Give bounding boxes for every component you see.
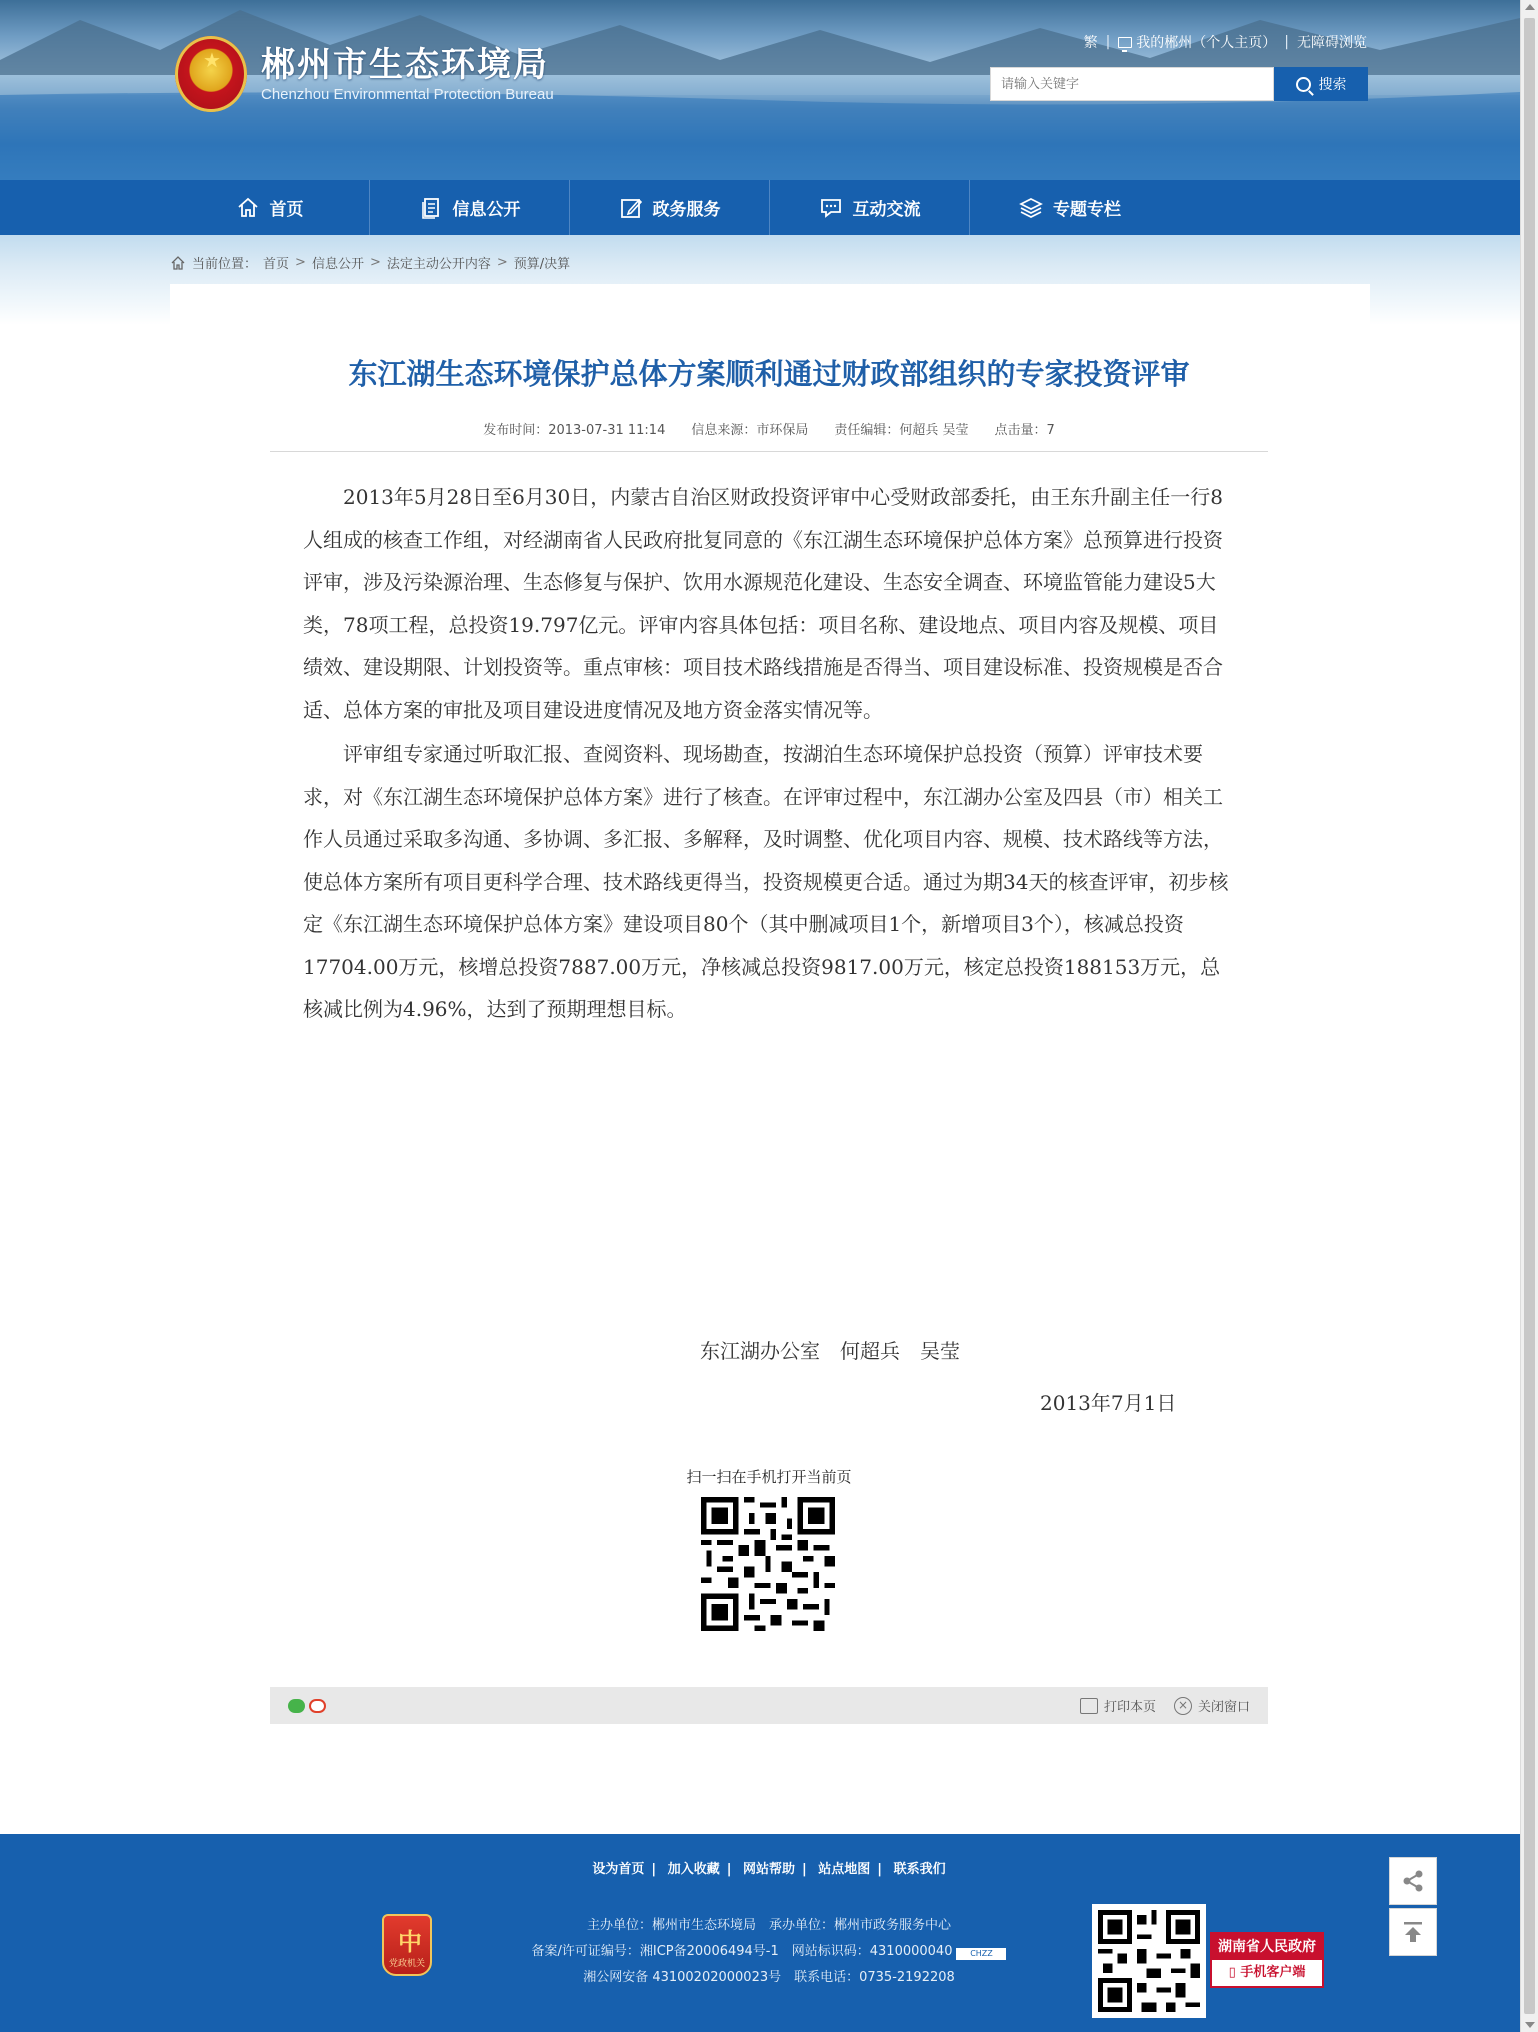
mobile-client-text: 手机客户端 xyxy=(1240,1965,1306,1980)
share-icon xyxy=(1400,1868,1426,1894)
breadcrumb-budget[interactable]: 预算/决算 xyxy=(513,257,571,272)
scroll-up-arrow-icon[interactable] xyxy=(1525,4,1535,10)
search-bar xyxy=(990,67,1368,101)
home-icon xyxy=(170,255,186,271)
scroll-thumb[interactable] xyxy=(1524,18,1535,2014)
traditional-chinese-link[interactable]: 繁 xyxy=(1083,35,1098,51)
article-body xyxy=(303,476,1233,1033)
nav-item-gov-services[interactable] xyxy=(570,180,770,235)
chat-icon xyxy=(819,196,843,220)
breadcrumb-separator: > xyxy=(295,255,306,270)
close-window-button[interactable] xyxy=(1174,1696,1250,1715)
nav-item-info-disclosure[interactable] xyxy=(370,180,570,235)
footer-link-set-home[interactable]: 设为首页 xyxy=(592,1862,645,1877)
badge-emblem-icon: 中 xyxy=(398,1928,422,1956)
qr-code-icon xyxy=(701,1497,835,1631)
info-source: 信息来源：市环保局 xyxy=(691,423,809,438)
nav-item-special-topics[interactable] xyxy=(970,180,1170,235)
site-logo[interactable] xyxy=(175,36,554,112)
footer-link-help[interactable]: 网站帮助 xyxy=(742,1862,795,1877)
nav-label: 首页 xyxy=(269,200,304,220)
my-chenzhou-link[interactable] xyxy=(1118,32,1276,52)
printer-icon xyxy=(1080,1698,1098,1714)
breadcrumb-separator: > xyxy=(496,255,508,270)
footer-police: 湘公网安备 43100202000023号 联系电话：0735-2192208 xyxy=(583,1970,955,1985)
site-name-cn: 郴州市生态环境局 xyxy=(261,45,549,85)
site-name-en: Chenzhou Environmental Protection Bureau xyxy=(261,86,554,103)
article-paragraph: 评审组专家通过听取汇报、查阅资料、现场勘查，按湖泊生态环境保护总投资（预算）评审技术要求，对《东江湖生态环境保护总体方案》进行了核查。在评审过程中，东江湖办公室及四县（市）相关工作人员通过采取多沟通、多协调、多汇报、多解释，及时调整、优化项目内容、规模、技术路线等方法，使总体方案所有项目更科学合理、技术路线更得当，投资规模更合适。通过为期34天的核查评审，初步核定《东江湖生态环境保护总体方案》建设项目80个（其中删减项目1个，新增项目3个），核减总投资17704.00万元，核增总投资7887.00万元，净核减总投资9817.00万元，核定总投资188153万元，总核减比例为4.96%，达到了预期理想目标。 xyxy=(303,742,1229,1021)
nav-item-home[interactable] xyxy=(170,180,370,235)
nav-item-interaction[interactable] xyxy=(770,180,970,235)
footer-link-favorite[interactable]: 加入收藏 xyxy=(667,1862,720,1877)
search-icon xyxy=(1296,77,1311,92)
mobile-client-label xyxy=(1212,1960,1322,1986)
print-label: 打印本页 xyxy=(1103,1700,1156,1715)
editor: 责任编辑：何超兵 吴莹 xyxy=(834,423,969,438)
article-toolbar xyxy=(270,1687,1268,1724)
arrow-up-icon xyxy=(1400,1919,1426,1945)
mobile-phone-icon: ▯ xyxy=(1228,1965,1236,1980)
separator: | xyxy=(1284,34,1289,50)
layers-icon xyxy=(1019,196,1043,220)
footer-qr-code-icon xyxy=(1092,1904,1206,2018)
close-icon: × xyxy=(1174,1697,1192,1715)
scroll-down-arrow-icon[interactable] xyxy=(1525,2022,1535,2028)
breadcrumb-separator: > xyxy=(369,255,381,270)
share-float-button[interactable] xyxy=(1389,1857,1437,1905)
search-button[interactable] xyxy=(1274,67,1368,101)
share-icons xyxy=(288,1699,326,1713)
site-id-badge[interactable]: CHZZ xyxy=(956,1948,1006,1960)
divider xyxy=(270,451,1268,452)
search-button-label: 搜索 xyxy=(1318,76,1347,92)
header-banner xyxy=(0,0,1520,180)
wechat-icon[interactable] xyxy=(288,1699,305,1713)
article-meta xyxy=(0,419,1538,438)
article-paragraph: 2013年5月28日至6月30日，内蒙古自治区财政投资评审中心受财政部委托，由王东升副主任一行8人组成的核查工作组，对经湖南省人民政府批复同意的《东江湖生态环境保护总体方案》总预算进行投资评审，涉及污染源治理、生态修复与保护、饮用水源规范化建设、生态安全调查、环境监管能力建设5大类，78项工程，总投资19.797亿元。评审内容具体包括：项目名称、建设地点、项目内容及规模、项目绩效、建设期限、计划投资等。重点审核：项目技术路线措施是否得当、项目建设标准、投资规模是否合适、总体方案的审批及项目建设进度情况及地方资金落实情况等。 xyxy=(303,485,1223,722)
monitor-icon xyxy=(1118,37,1132,48)
nav-label: 政务服务 xyxy=(652,200,721,220)
article-signature: 东江湖办公室 何超兵 吴莹 xyxy=(700,1339,960,1363)
search-input[interactable] xyxy=(990,67,1274,101)
nav-label: 专题专栏 xyxy=(1053,200,1121,220)
party-badge-label: 党政机关 xyxy=(388,1959,425,1969)
breadcrumb-info[interactable]: 信息公开 xyxy=(311,257,364,272)
publish-time: 发布时间：2013-07-31 11:14 xyxy=(483,423,666,438)
nav-label: 互动交流 xyxy=(852,200,921,220)
my-chenzhou-label: 我的郴州（个人主页） xyxy=(1136,35,1277,51)
document-icon xyxy=(419,196,443,220)
separator: | xyxy=(1105,34,1111,50)
top-links xyxy=(1084,32,1367,52)
hunan-gov-app-badge[interactable] xyxy=(1210,1932,1324,1988)
footer-icp-text: 备案/许可证编号：湘ICP备20006494号-1 网站标识码：4310000040 xyxy=(531,1944,953,1959)
vertical-scrollbar[interactable] xyxy=(1520,0,1538,2032)
breadcrumb-home[interactable]: 首页 xyxy=(263,257,290,272)
national-emblem-icon: ★ xyxy=(175,36,247,112)
close-label: 关闭窗口 xyxy=(1197,1700,1250,1715)
nav-label: 信息公开 xyxy=(452,200,521,220)
breadcrumb-legal[interactable]: 法定主动公开内容 xyxy=(386,257,491,272)
home-icon xyxy=(236,196,260,220)
print-button[interactable] xyxy=(1080,1696,1156,1715)
breadcrumb xyxy=(170,253,570,272)
hunan-gov-label: 湖南省人民政府 xyxy=(1212,1934,1322,1960)
qr-label: 扫一扫在手机打开当前页 xyxy=(686,1468,852,1486)
footer-link-sitemap[interactable]: 站点地图 xyxy=(818,1862,871,1877)
footer-sponsor: 主办单位：郴州市生态环境局 承办单位：郴州市政务服务中心 xyxy=(586,1918,951,1933)
article-title: 东江湖生态环境保护总体方案顺利通过财政部组织的专家投资评审 xyxy=(348,357,1190,391)
accessible-browsing-link[interactable]: 无障碍浏览 xyxy=(1297,35,1367,51)
back-to-top-button[interactable] xyxy=(1389,1908,1437,1956)
main-nav xyxy=(0,180,1520,235)
footer xyxy=(0,1834,1520,2032)
edit-icon xyxy=(619,196,643,220)
breadcrumb-prefix: 当前位置： xyxy=(192,257,258,272)
click-count: 点击量：7 xyxy=(994,423,1055,438)
footer-links: 设为首页 | 加入收藏 | 网站帮助 | 站点地图 | 联系我们 xyxy=(592,1862,946,1877)
footer-link-contact[interactable]: 联系我们 xyxy=(893,1862,946,1877)
article-date: 2013年7月1日 xyxy=(1040,1391,1177,1415)
weibo-icon[interactable] xyxy=(309,1699,326,1713)
